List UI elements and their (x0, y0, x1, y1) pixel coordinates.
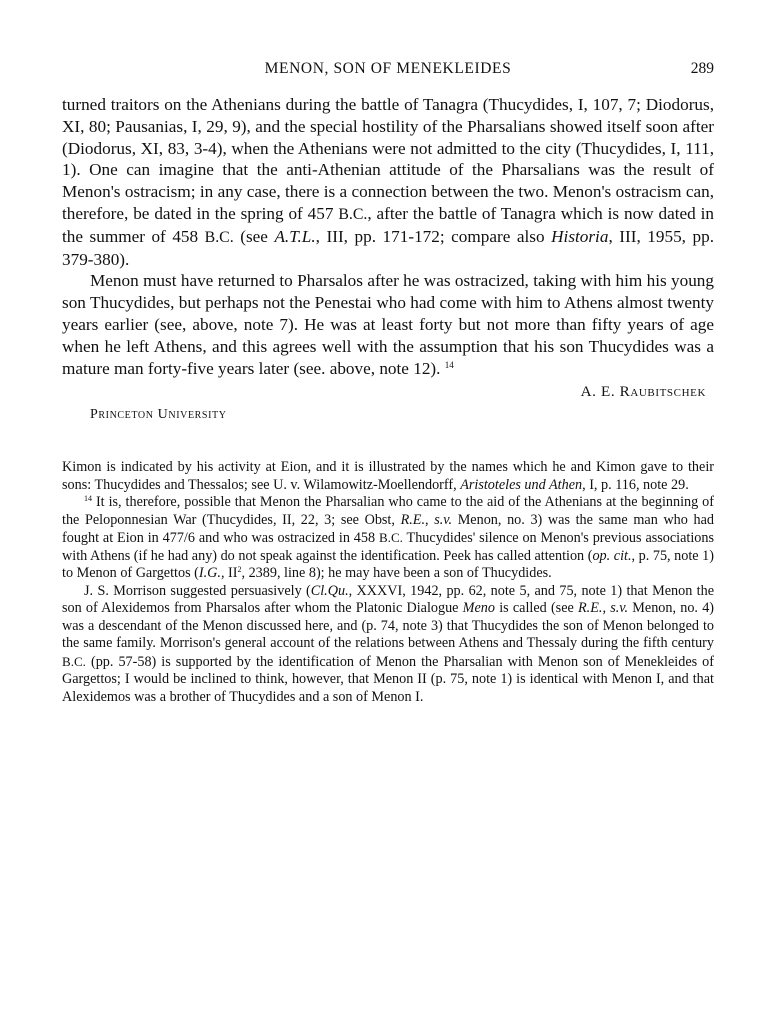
footnote-number: 14 (84, 494, 92, 504)
text-run: , II (220, 565, 238, 582)
text-run: , I, p. 116, note 29. (582, 476, 689, 493)
citation-title: A.T.L. (274, 226, 316, 246)
page-number: 289 (690, 60, 714, 77)
text-run: , p. 75, note 1) to Menon of Gargettos ( (62, 547, 714, 582)
citation-title: Aristoteles und Athen (460, 476, 583, 493)
main-text (62, 94, 714, 379)
text-run: , 2389, line 8); he may have been a son of Thucydides. (241, 565, 552, 582)
author-affiliation: Princeton University (90, 407, 227, 423)
text-run: Menon must have returned to Pharsalos after he was ostracized, taking with him his young son Thucydides, but perhaps not the Penestai who had come with him to Athens almost twenty years earlier (see, above, note 7). He was at least forty but not more than fifty years of age when he left Athens, and this agrees well with the assumption that his son Thucydides was a mature man forty-five years later (see. above, note 12). (62, 271, 714, 378)
text-run: , (425, 511, 435, 528)
text-run: It is, therefore, possible that Menon the Pharsalian who came to the aid of the Athenians at the beginning of the Peloponnesian War (Thucydides, II, 22, 3; see Obst, (62, 494, 714, 528)
paragraph-2 (62, 270, 714, 379)
footnote-morrison (62, 583, 714, 707)
citation-abbrev: s.v. (434, 511, 453, 528)
era-abbrev: B.C. (62, 653, 86, 669)
paragraph-1 (62, 94, 714, 270)
citation-abbrev: op. cit. (592, 547, 632, 564)
footnote-continued (62, 459, 714, 494)
citation-title: Historia (551, 226, 609, 246)
text-run: , III, pp. 171-172; compare also (315, 226, 552, 246)
text-run: is called (see (494, 600, 579, 617)
citation-title: I.G. (198, 565, 221, 582)
text-run: Menon, no. 4) was a descendant of the Menon discussed here, and (p. 74, note 3) that Thucydides the son of Menon belonged to the same family. Morrison's general account of the relations between Athens and Thessaly during the fifth century (62, 600, 715, 652)
running-title: MENON, SON OF MENEKLEIDES (264, 60, 512, 77)
text-run: , after the battle of Tanagra which is now dated in the summer of 458 (62, 203, 714, 246)
citation-title: R.E. (400, 511, 425, 528)
text-run: , XXXVI, 1942, pp. 62, note 5, and 75, note 1) that Menon the son of Alexidemos from Pharsalos after whom the Platonic Dialogue (62, 582, 714, 617)
footnotes (62, 459, 714, 706)
text-run: , III, 1955, pp. 379-380). (62, 226, 714, 269)
footnote-ref: 14 (444, 359, 454, 370)
author-name: A. E. Raubitschek (580, 383, 706, 401)
footnote-14 (62, 494, 714, 583)
signature (62, 383, 714, 405)
era-abbrev: B.C. (378, 530, 403, 546)
citation-title: Cl.Qu. (310, 582, 349, 599)
text-run: Kimon is indicated by his activity at Eion, and it is illustrated by the names which he and Kimon gave to their sons: Thucydides and Thessalos; see U. v. Wilamowitz-Moellendorff, (62, 459, 714, 493)
citation-abbrev: s.v. (610, 600, 629, 617)
text-run: turned traitors on the Athenians during the battle of Tanagra (Thucydides, I, 107, 7; Diodorus, XI, 80; Pausanias, I, 29, 9), and the special hostility of the Pharsalians showed itself soon after (Diodorus, XI, 83, 3-4), when the Athenians were not admitted to the city (Thucydides, I, 111, 1). One can imagine that the anti-Athenian attitude of the Pharsalians was the result of Menon's ostracism; in any case, there is a connection between the two. Menon's ostracism can, therefore, be dated in the spring of 457 (62, 95, 714, 223)
superscript: 2 (237, 565, 242, 575)
text-run: J. S. Morrison suggested persuasively ( (84, 582, 311, 599)
citation-title: R.E. (578, 600, 603, 617)
text-run: Menon, no. 3) was the same man who had fought at Eion in 477/6 and who was ostracized in 458 (62, 511, 714, 547)
text-run: (see (233, 226, 275, 246)
citation-title: Meno (462, 600, 495, 617)
running-head (62, 60, 714, 84)
text-run: Thucydides' silence on Menon's previous associations with Athens (if he had any) do not speak against the identification. Peek has called attention ( (62, 530, 714, 564)
page (62, 60, 714, 706)
text-run: (pp. 57-58) is supported by the identification of Menon the Pharsalian with Menon son of Menekleides of Gargettos; I would be inclined to think, however, that Menon II (p. 75, note 1) is identical with Menon I, and that Alexidemos was a brother of Thucydides and a son of Menon I. (62, 653, 714, 705)
era-abbrev: B.C. (204, 228, 234, 246)
text-run: , (602, 600, 611, 617)
era-abbrev: B.C. (338, 205, 368, 223)
